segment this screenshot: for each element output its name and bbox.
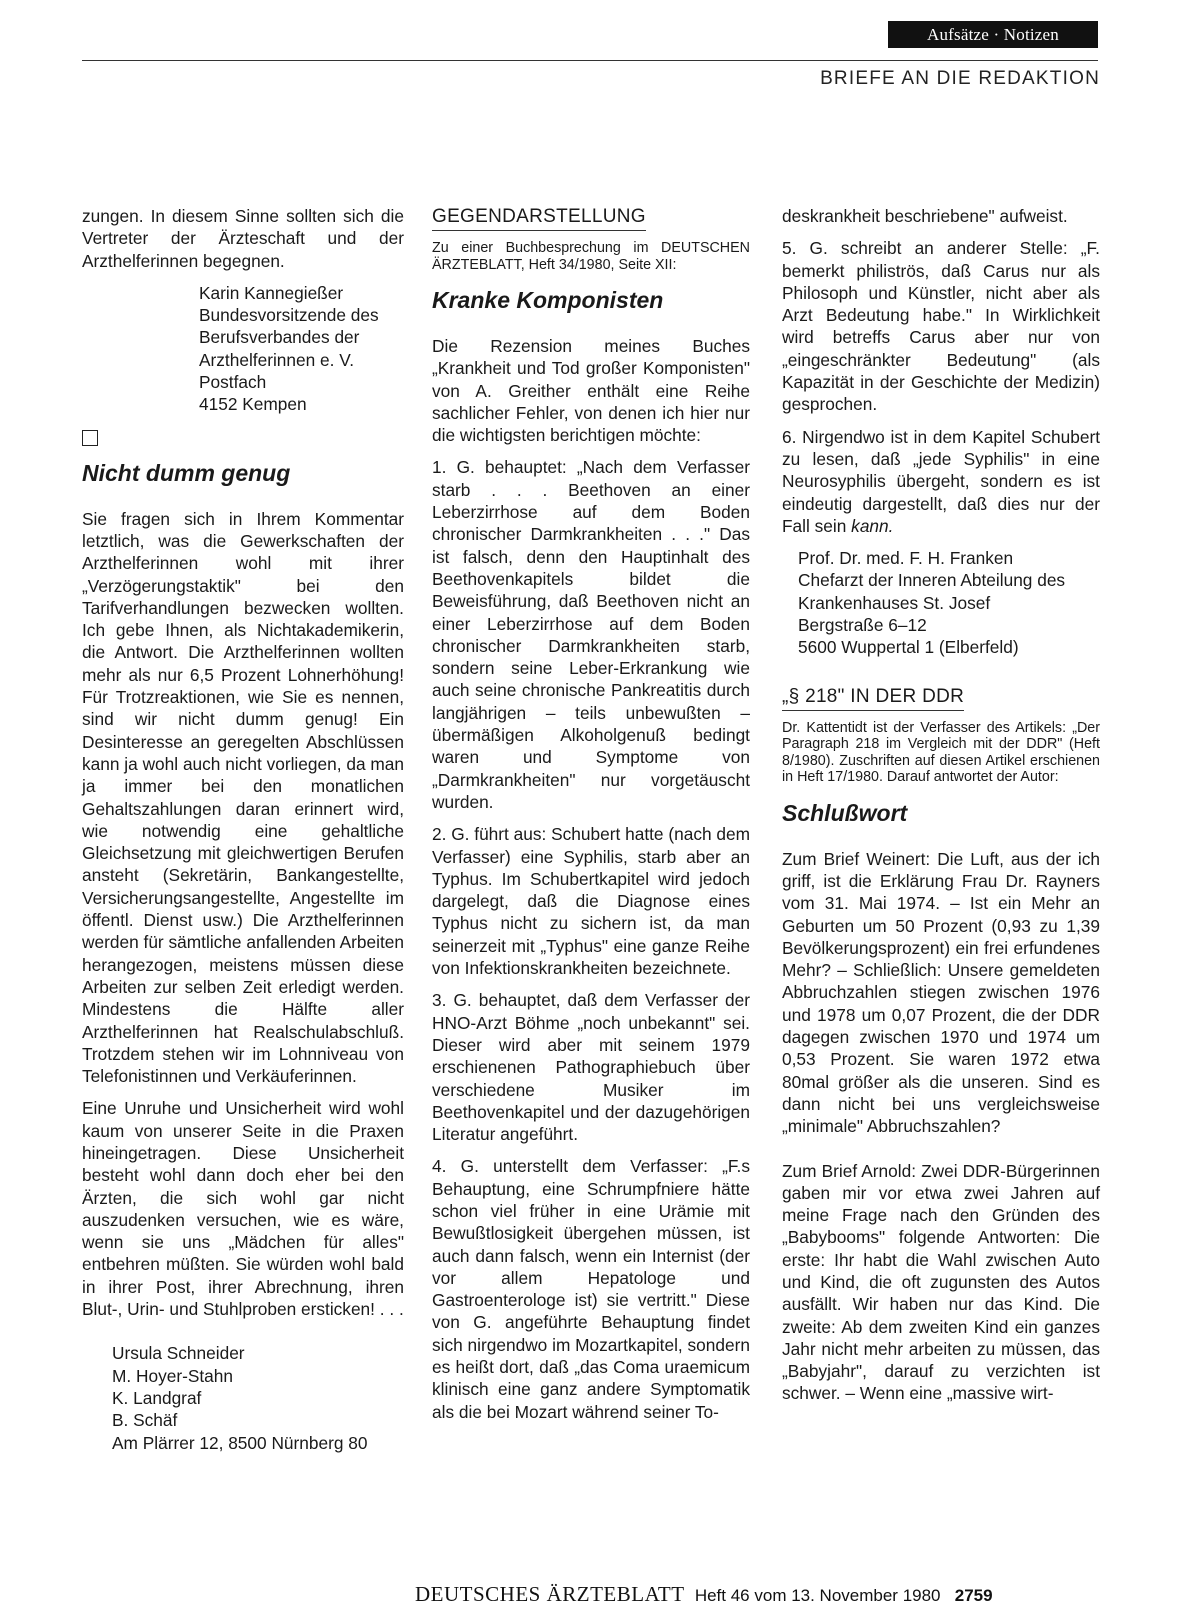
section-tag: Aufsätze · Notizen (888, 21, 1098, 48)
section-title: BRIEFE AN DIE REDAKTION (820, 68, 1100, 89)
paragraph (782, 426, 1100, 537)
signature-franken (782, 547, 1100, 658)
signature-line: Karin Kannegießer (199, 282, 344, 303)
signature-line: Prof. Dr. med. F. H. Franken (798, 548, 1014, 569)
intro-note: Dr. Kattentidt ist der Verfasser des Artikels: „Der Paragraph 218 im Vergleich mit der DDR" (Heft 8/1980). Zuschriften auf diesen Artikel erschienen in Heft 17/1980. Darauf antwortet der Autor: (782, 719, 1100, 786)
column-3 (782, 205, 1100, 1415)
paragraph: Zum Brief Arnold: Zwei DDR-Bürgerinnen gaben mir vor etwa zwei Jahren auf meine Frage nach den Gründen des „Babybooms" folgende Antworten: Die erste: Ihr habt die Wahl zwischen Auto und Kind, die oft zugunsten des Autos ausfällt. Wir haben nur das Kind. Die zweite: Ab dem zweiten Kind ein ganzes Jahr nicht mehr arbeiten zu müssen, das „Babyjahr", darauf zu verzichten ist schwer. – Wenn eine „massive wirt- (782, 1160, 1100, 1404)
signature-line: Postfach (199, 372, 267, 393)
column-2 (432, 205, 750, 1433)
section-kicker: GEGENDARSTELLUNG (432, 205, 646, 231)
signature-schneider (82, 1342, 404, 1453)
signature-line: M. Hoyer-Stahn (112, 1365, 234, 1386)
article-headline: Nicht dumm genug (82, 459, 291, 486)
paragraph: 1. G. behauptet: „Nach dem Verfasser starb . . . Beethoven an einer Leberzirrhose auf dem Boden chronischer Darmkrankheiten . . ." Das ist falsch, denn den Hauptinhalt des Beethovenkapitels bildet die Beweisführung, daß Beethoven nicht an einer Leberzirrhose auf dem Boden chronischer Darmkrankheiten starb, sondern seine Leber-Erkrankung wie auch seine chronische Pankreatitis durch langjährigen – teils unbewußten – übermäßigen Alkoholgenuß bedingt waren und Symptome von „Darmkrankheiten" nur vorgetäuscht wurden. (432, 457, 750, 812)
page-number: 2759 (954, 1586, 993, 1605)
paragraph: zungen. In diesem Sinne sollten sich die Vertreter der Ärzteschaft und der Arzthelferinnen begegnen. (82, 206, 404, 271)
paragraph: 5. G. schreibt an anderer Stelle: „F. bemerkt philiströs, daß Carus nur als Philosoph und Künstler, nicht aber als Arzt Bedeutung habe." In Wirklichkeit wird betreffs Carus aber nur von „eingeschränkter Bedeutung" (als Kapazität in der Geschichte der Medizin) gesprochen. (782, 238, 1100, 415)
signature-line: Chefarzt der Inneren Abteilung des (798, 570, 1066, 591)
section-kicker: „§ 218" IN DER DDR (782, 685, 964, 711)
paragraph: deskrankheit beschriebene" aufweist. (782, 206, 1068, 226)
article-headline: Kranke Komponisten (432, 287, 664, 313)
paragraph: 2. G. führt aus: Schubert hatte (nach dem Verfasser) eine Syphilis, starb aber an Typhus. Im Schubertkapitel wird jedoch dargelegt, daß die Diagnose eines Typhus nicht zu sichern ist, da man seinerzeit mit „Typhus" eine ganze Reihe von Infektionskrankheiten bezeichnete. (432, 824, 750, 979)
signature-line: 4152 Kempen (199, 394, 307, 415)
signature-line: B. Schäf (112, 1410, 178, 1431)
signature-line: Am Plärrer 12, 8500 Nürnberg 80 (112, 1432, 368, 1453)
intro-note: Zu einer Buchbesprechung im DEUTSCHEN ÄRZTEBLATT, Heft 34/1980, Seite XII: (432, 240, 750, 273)
signature-line: Bundesvorsitzende des (199, 305, 379, 326)
article-headline: Schlußwort (782, 799, 908, 826)
article-separator-box (82, 430, 98, 446)
page-footer (415, 1582, 993, 1607)
paragraph: Sie fragen sich in Ihrem Kommentar letztlich, was die Gewerkschaften der Arzthelferinnen wohl mit ihrer „Verzögerungstaktik" bei den Tarifverhandlungen bezwecken wollten. Ich gebe Ihnen, als Nichtakademikerin, die Antwort. Die Arzthelferinnen wollten mehr als nur 6,5 Prozent Lohnerhöhung! Für Trotzreaktionen, wie Sie es nennen, sind wir nicht dumm genug! Ein Desinteresse an geregelten Abschlüssen kann ja wohl auch nicht vorliegen, da man ja immer bei den monatlichen Gehaltszahlungen daran erinnert wird, wie notwendig eine gehaltliche Gleichsetzung mit gleichwertigen Berufen ansteht (Sekretärin, Bankangestellte, Versicherungsangestellte, Angestellte im öffentl. Dienst usw.) Die Arzthelferinnen werden für sämtliche anfallenden Arbeiten herangezogen, meistens müssen diese Arbeiten zur selben Zeit erledigt werden. Mindestens die Hälfte aller Arzthelferinnen hat Realschulabschluß. Trotzdem stehen wir im Lohnniveau von Telefonistinnen und Verkäuferinnen. (82, 508, 404, 1087)
magazine-name: DEUTSCHES ÄRZTEBLATT (415, 1582, 685, 1606)
signature-line: K. Landgraf (112, 1387, 202, 1408)
paragraph: Die Rezension meines Buches „Krankheit und Tod großer Komponisten" von A. Greither enthält eine Reihe sachlicher Fehler, von denen ich hier nur die wichtigsten berichtigen möchte: (432, 336, 750, 446)
signature-line: Berufsverbandes der (199, 327, 360, 348)
signature-line: Ursula Schneider (112, 1343, 245, 1364)
column-1 (82, 205, 404, 1466)
signature-line: 5600 Wuppertal 1 (Elberfeld) (798, 637, 1019, 658)
signature-line: Bergstraße 6–12 (798, 615, 927, 636)
paragraph: Zum Brief Weinert: Die Luft, aus der ich griff, ist die Erklärung Frau Dr. Rayners vom 31. Mai 1974. – Ist ein Mehr an Geburten um 50 Prozent (0,93 zu 1,39 Bevölkerungsprozent) ein frei erfundenes Mehr? – Schließlich: Unsere gemeldeten Abbruchzahlen stiegen zwischen 1976 und 1978 um 0,07 Prozent, die der DDR dagegen zwischen 1970 und 1974 um 0,53 Prozent. Sie waren 1972 etwa 80mal größer als die unseren. Sind es dann nicht bei uns vergleichsweise „minimale" Abbruchszahlen? (782, 848, 1100, 1137)
header-rule (82, 60, 1098, 61)
signature-line: Arzthelferinnen e. V. (199, 349, 354, 370)
paragraph: Eine Unruhe und Unsicherheit wird wohl kaum von unserer Seite in die Praxen hineingetragen. Diese Unsicherheit besteht wohl dann doch eher bei den Ärzten, die sich wohl gar nicht auszudenken versuchen, wie es wäre, wenn sie uns „Mädchen für alles" entbehren müßten. Sie würden wohl bald in ihrer Post, ihrer Abrechnung, ihren Blut-, Urin- und Stuhlproben ersticken! . . . (82, 1098, 404, 1320)
paragraph: 4. G. unterstellt dem Verfasser: „F.s Behauptung, eine Schrumpfniere hätte schon viel früher in eine Urämie mit Bewußtlosigkeit übergehen müssen, ist auch dann falsch, wenn ein Internist (der vor allem Hepatologe und Gastroenterologe ist) sie vertritt." Diese von G. angeführte Behauptung findet sich nirgendwo im Mozartkapitel, sondern es heißt dort, daß „das Coma uraemicum klinisch eine ganz andere Symptomatik als die bei Mozart während seiner To- (432, 1156, 750, 1422)
issue-info: Heft 46 vom 13. November 1980 (694, 1586, 941, 1605)
signature-line: Krankenhauses St. Josef (798, 592, 991, 613)
paragraph: 3. G. behauptet, daß dem Verfasser der HNO-Arzt Böhme „noch unbekannt" sei. Dieser wird aber mit seinem 1979 erschienenen Pathographiebuch über verschiedene Musiker im Beethovenkapitel und der dazugehörigen Literatur angeführt. (432, 990, 750, 1145)
signature-kannegiesser (82, 282, 404, 416)
emphasis: kann. (851, 515, 894, 536)
paragraph-text: 6. Nirgendwo ist in dem Kapitel Schubert zu lesen, daß „jede Syphilis" in eine Neurosyphilis übergeht, sondern es ist eindeutig dargestellt, daß dies nur der Fall sein (782, 426, 1100, 536)
